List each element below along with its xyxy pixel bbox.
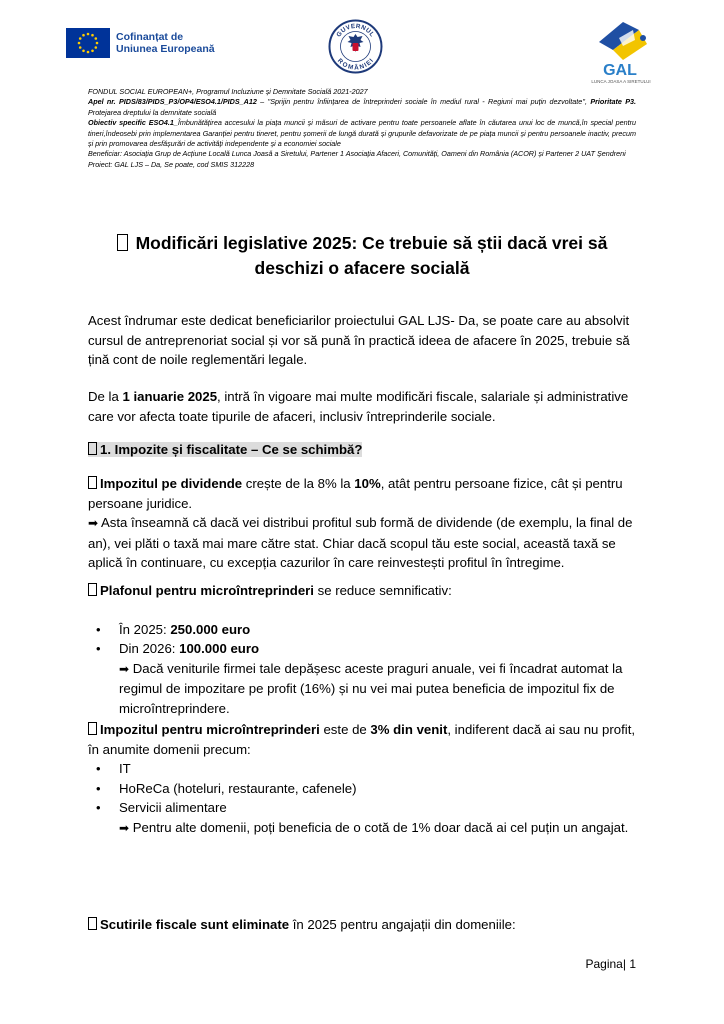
gal-ljs-logo bbox=[589, 20, 651, 80]
para2-post: , intră în vigoare mai multe modificări fiscale, salariale și administrative care vor afecta toate tipurile de afaceri, inclusiv întreprinderile sociale. bbox=[88, 389, 629, 424]
call-label: Apel nr. PIDS/83/PIDS_P3/OP4/ESO4.1/PIDS_A12 bbox=[88, 97, 257, 107]
box-placeholder-icon bbox=[88, 476, 97, 489]
funding-info-block bbox=[88, 87, 636, 170]
eu-text-line2: Uniunea Europeană bbox=[116, 43, 215, 55]
gov-seal-bottom-text: ROMÂNIEI bbox=[336, 57, 376, 72]
funding-objective-line bbox=[88, 118, 636, 149]
box-placeholder-icon bbox=[88, 722, 97, 735]
romanian-government-seal bbox=[328, 19, 383, 74]
page-label: Pagina bbox=[585, 957, 623, 971]
section1-heading bbox=[88, 440, 636, 460]
priority-label: Prioritate P3. bbox=[590, 97, 637, 107]
gal-ribbon-icon bbox=[599, 22, 647, 60]
exemptions-post: în 2025 pentru angajații din domeniile: bbox=[289, 917, 516, 932]
eu-cofinancing-logo bbox=[66, 28, 215, 58]
dividend-mid: crește de la 8% la bbox=[242, 476, 355, 491]
funding-program-line: FONDUL SOCIAL EUROPEAN+, Programul Incluziune și Demnitate Socială 2021-2027 bbox=[88, 87, 368, 96]
dividend-post: , atât pentru persoane fizice, cât și pentru persoane juridice. bbox=[88, 476, 623, 511]
funding-project-line: Proiect: GAL LJS – Da, Se poate, cod SMIS 312228 bbox=[88, 159, 255, 169]
right-arrow-icon: ➡ bbox=[119, 661, 130, 676]
eu-logo-text bbox=[116, 31, 215, 55]
section1-heading-text: 1. Impozite și fiscalitate – Ce se schimbă? bbox=[100, 442, 363, 457]
box-placeholder-icon bbox=[117, 234, 128, 251]
priority-text: Protejarea dreptului la demnitate socială bbox=[88, 107, 217, 117]
effective-date-paragraph bbox=[88, 387, 636, 426]
call-text: – ''Sprijin pentru înființarea de întreprinderi sociale în mediul rural - Regiuni mai puțin dezvoltate'', bbox=[256, 97, 591, 107]
eu-text-line1: Cofinanțat de bbox=[116, 31, 184, 43]
domain-list bbox=[88, 759, 636, 838]
box-placeholder-icon bbox=[88, 583, 97, 596]
exemptions-label: Scutirile fiscale sunt eliminate bbox=[100, 917, 290, 932]
micro-ceiling-block bbox=[88, 581, 636, 718]
ceiling-item1-value: 250.000 euro bbox=[170, 621, 251, 637]
intro-text: Acest îndrumar este dedicat beneficiarilor proiectului GAL LJS- Da, se poate care au absolvit cursul de antreprenoriat social și vor să pună în practică ideea de afacere în 2025, trebuie să țină cont de noile reglementări legale. bbox=[88, 313, 630, 367]
page-title bbox=[88, 231, 636, 281]
ceiling-list bbox=[88, 620, 636, 719]
objective-text: Îmbunătățirea accesului la piața muncii și măsuri de activare pentru toate persoanele aflate în căutarea unui loc de muncă,în special pentru tineri,îndeosebi prin implementarea Garanției pentru tineret, pentru șomerii de lungă durată și grupurile defavorizate de pe piața muncii și pentru persoanele inactiv, precum și prin promovarea desfășurări de activități independente și a economiei sociale bbox=[88, 118, 636, 149]
list-item bbox=[88, 620, 636, 640]
funding-beneficiary-line: Beneficiar: Asociația Grup de Acțiune Locală Lunca Joasă a Siretului, Partener 1 Asociația Afaceri, Comunități, Oameni din România (ACOR) și Partener 2 UAT Șendreni bbox=[88, 149, 626, 159]
ceiling-post: se reduce semnificativ: bbox=[313, 583, 452, 598]
gal-caption: LUNCA JOASA A SIRETULUI bbox=[591, 79, 651, 84]
ceiling-item1-pre: În 2025: bbox=[119, 621, 171, 637]
para2-date: 1 ianuarie 2025 bbox=[122, 389, 218, 404]
micro-tax-rate: 3% din venit bbox=[370, 722, 448, 737]
list-item bbox=[88, 639, 636, 718]
micro-tax-block bbox=[88, 720, 636, 838]
funding-call-line bbox=[88, 97, 636, 118]
para2-pre: De la bbox=[88, 389, 123, 404]
page-footer: Pagina| 1 bbox=[585, 957, 636, 971]
gal-letters: GAL bbox=[603, 62, 637, 79]
gov-seal-top-text: GUVERNUL bbox=[335, 22, 376, 39]
intro-paragraph bbox=[88, 311, 636, 370]
eu-flag-icon bbox=[66, 28, 110, 58]
right-arrow-icon: ➡ bbox=[88, 516, 99, 530]
right-arrow-icon: ➡ bbox=[119, 820, 130, 835]
list-item: • IT bbox=[88, 759, 636, 779]
list-item: • HoReCa (hoteluri, restaurante, cafenele) bbox=[88, 779, 636, 799]
page-number: 1 bbox=[629, 957, 636, 971]
dividend-label: Impozitul pe dividende bbox=[100, 476, 243, 491]
ceiling-item2-value: 100.000 euro bbox=[179, 641, 260, 656]
objective-label: Obiectiv specific ESO4.1_ bbox=[88, 118, 178, 128]
ceiling-item2-pre: Din 2026: bbox=[119, 641, 180, 656]
micro-tax-label: Impozitul pentru microîntreprinderi bbox=[100, 722, 320, 737]
dividend-rate: 10% bbox=[354, 476, 381, 491]
list-item bbox=[88, 798, 636, 838]
micro-tax-post: , indiferent dacă ai sau nu profit, în anumite domenii precum: bbox=[88, 722, 636, 757]
title-text: Modificări legislative 2025: Ce trebuie să știi dacă vrei să deschizi o afacere socială bbox=[135, 233, 608, 278]
box-placeholder-icon bbox=[88, 442, 97, 455]
ceiling-explanation: Dacă veniturile firmei tale depășesc aceste praguri anuale, vei fi încadrat automat la regimul de impozitare pe profit (16%) și nu vei mai putea beneficia de impozitul fix de microîntreprindere. bbox=[119, 660, 623, 716]
dividend-tax-block bbox=[88, 474, 636, 573]
exemptions-block bbox=[88, 915, 636, 935]
ceiling-label: Plafonul pentru microîntreprinderi bbox=[100, 583, 314, 598]
dividend-explanation: Asta înseamnă că dacă vei distribui profitul sub formă de dividende (de exemplu, la final de an), vei plăti o taxă mai mare către stat. Chiar dacă scopul tău este social, această taxă se aplică în continuare, cu excepția cazurilor în care reinvestești profitul în întregime. bbox=[88, 515, 633, 570]
micro-tax-mid: este de bbox=[319, 722, 371, 737]
micro-tax-explanation: Pentru alte domenii, poți beneficia de o cotă de 1% doar dacă ai cel puțin un angajat. bbox=[132, 819, 629, 835]
domain-item-3: Servicii alimentare bbox=[119, 800, 227, 815]
box-placeholder-icon bbox=[88, 917, 97, 930]
